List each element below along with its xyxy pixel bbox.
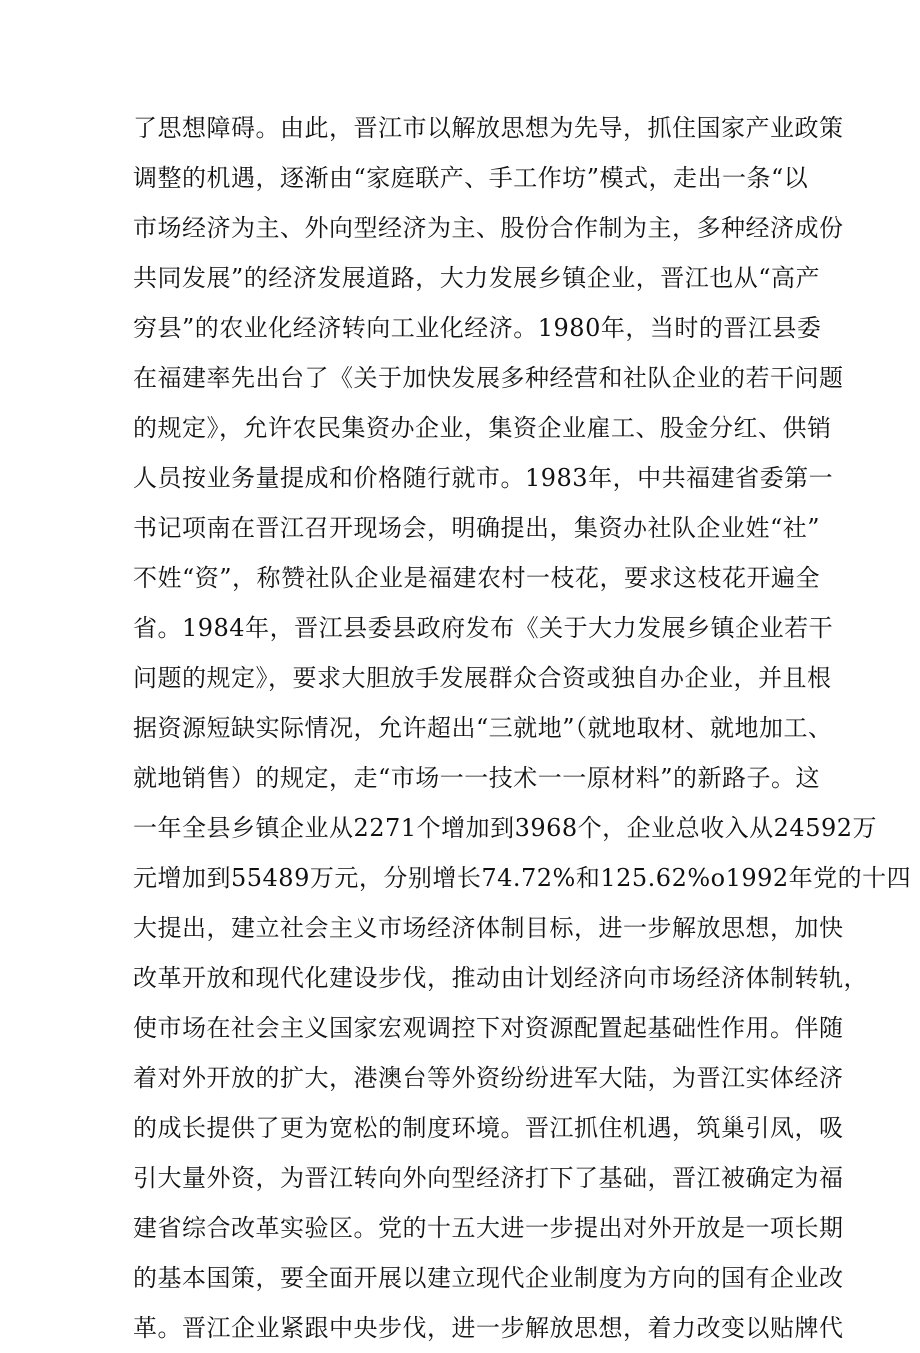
text-line: 问题的规定》，要求大胆放手发展群众合资或独自办企业，并且根 [133,664,832,692]
text-line: 不姓“资”，称赞社队企业是福建农村一枝花，要求这枝花开遍全 [133,564,821,592]
text-line: 的成长提供了更为宽松的制度环境。晋江抓住机遇，筑巢引凤，吸 [133,1114,844,1142]
text-line: 据资源短缺实际情况，允许超出“三就地”（就地取材、就地加工、 [133,714,833,742]
text-line: 的规定》，允许农民集资办企业，集资企业雇工、股金分红、供销 [133,414,832,442]
text-line: 了思想障碍。由此，晋江市以解放思想为先导，抓住国家产业政策 [133,114,844,142]
body-paragraph [133,103,912,1353]
text-line: 省。1984年，晋江县委县政府发布《关于大力发展乡镇企业若干 [133,614,834,642]
text-line: 人员按业务量提成和价格随行就市。1983年，中共福建省委第一 [133,464,834,492]
text-line: 调整的机遇，逐渐由“家庭联产、手工作坊”模式，走出一条“以 [133,164,809,192]
text-line: 建省综合改革实验区。党的十五大进一步提出对外开放是一项长期 [133,1214,844,1242]
text-line: 着对外开放的扩大，港澳台等外资纷纷进军大陆，为晋江实体经济 [133,1064,844,1092]
text-line: 元增加到55489万元，分别增长74.72%和125.62%o1992年党的十四 [133,864,912,892]
text-line: 的基本国策，要全面开展以建立现代企业制度为方向的国有企业改 [133,1264,844,1292]
text-line: 就地销售）的规定，走“市场一一技术一一原材料”的新路子。这 [133,764,821,792]
text-line: 引大量外资，为晋江转向外向型经济打下了基础，晋江被确定为福 [133,1164,844,1192]
text-line: 一年全县乡镇企业从2271个增加到3968个，企业总收入从24592万 [133,814,878,842]
text-line: 大提出，建立社会主义市场经济体制目标，进一步解放思想，加快 [133,914,844,942]
text-line: 使市场在社会主义国家宏观调控下对资源配置起基础性作用。伴随 [133,1014,844,1042]
text-line: 共同发展”的经济发展道路，大力发展乡镇企业，晋江也从“高产 [133,264,821,292]
text-line: 改革开放和现代化建设步伐，推动由计划经济向市场经济体制转轨， [133,964,868,992]
text-line: 穷县”的农业化经济转向工业化经济。1980年，当时的晋江县委 [133,314,822,342]
text-line: 在福建率先出台了《关于加快发展多种经营和社队企业的若干问题 [133,364,844,392]
text-line: 革。晋江企业紧跟中央步伐，进一步解放思想，着力改变以贴牌代 [133,1314,844,1342]
text-line: 书记项南在晋江召开现场会，明确提出，集资办社队企业姓“社” [133,514,821,542]
text-line: 市场经济为主、外向型经济为主、股份合作制为主，多种经济成份 [133,214,844,242]
